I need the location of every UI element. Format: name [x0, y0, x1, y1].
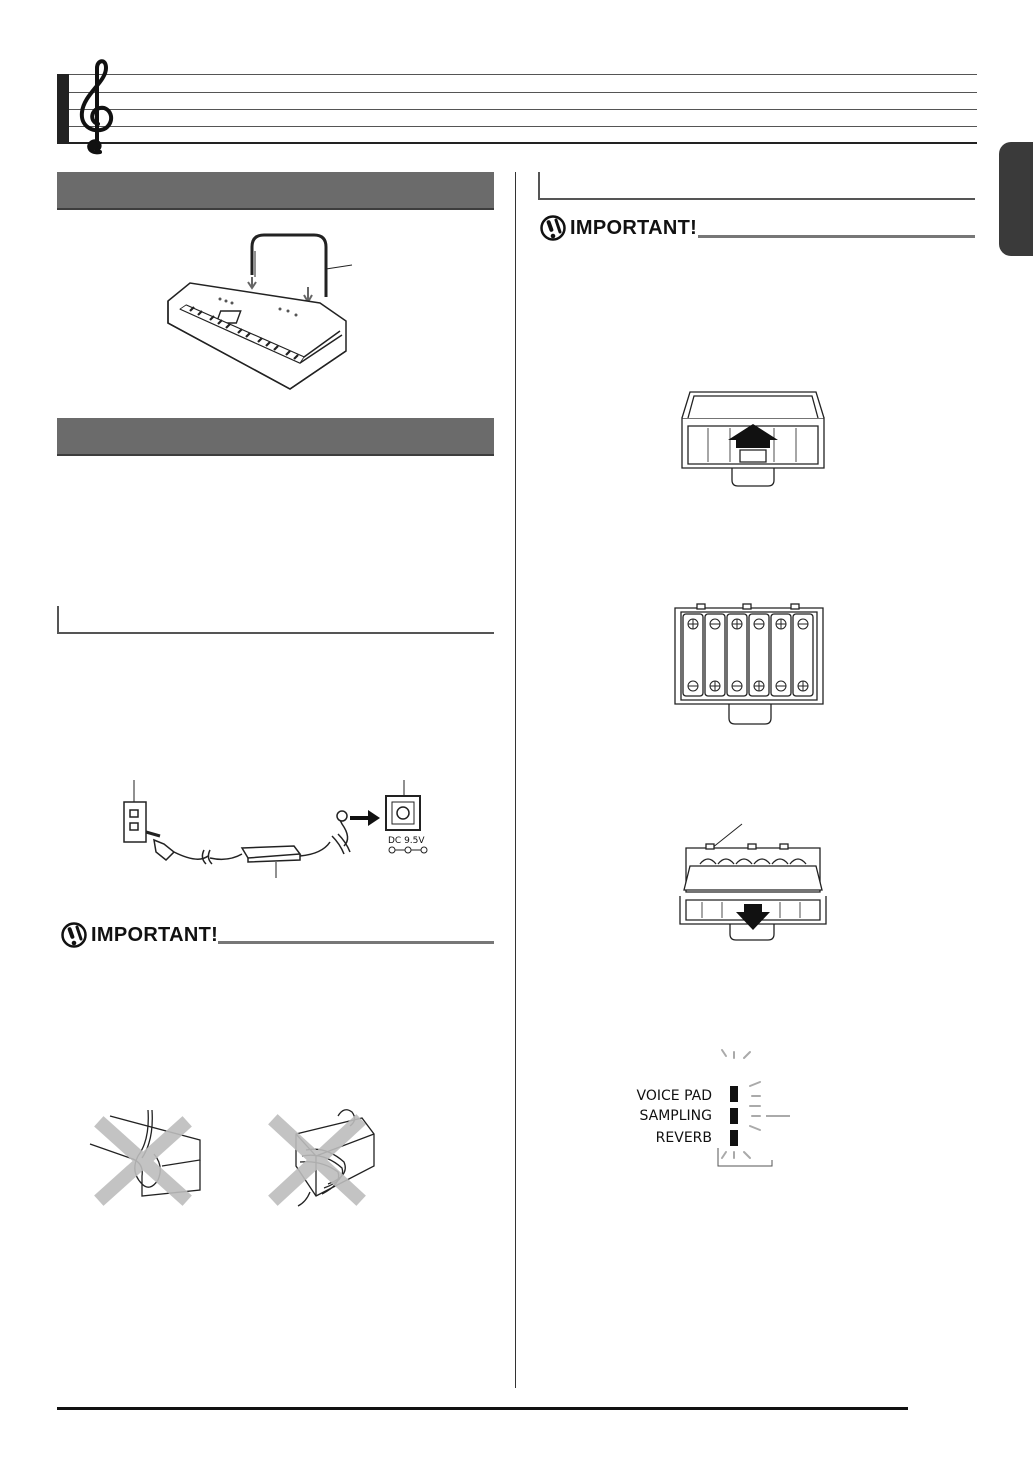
staff-line — [69, 74, 977, 75]
staff-line — [69, 142, 977, 144]
staff-line — [69, 109, 977, 110]
footer-rule — [57, 1407, 908, 1410]
subsection-rule — [57, 606, 59, 634]
reverb-indicator-label: REVERB — [655, 1130, 712, 1146]
important-heading: IMPORTANT! — [91, 924, 219, 946]
battery-cover-close-illustration — [676, 820, 830, 944]
important-rule — [218, 941, 494, 944]
section-header-band — [57, 172, 494, 210]
voice-pad-indicator-label: VOICE PAD — [636, 1088, 712, 1104]
wrapped-cord-prohibited-illustration — [266, 1106, 386, 1210]
battery-cover-open-illustration — [678, 388, 828, 488]
battery-compartment-illustration — [671, 604, 827, 728]
section-header-band — [57, 418, 494, 456]
staff-line — [69, 126, 977, 127]
subsection-rule — [538, 172, 540, 200]
chapter-tab[interactable] — [999, 142, 1033, 256]
bent-cord-prohibited-illustration — [90, 1110, 210, 1206]
treble-clef-icon — [76, 56, 120, 158]
staff-line — [69, 92, 977, 93]
adapter-rating-label: DC 9.5V — [388, 836, 425, 846]
important-icon — [539, 214, 567, 242]
lcd-indicator-flash-illustration — [710, 1048, 810, 1172]
subsection-rule — [538, 198, 975, 200]
keyboard-music-stand-illustration — [160, 225, 390, 393]
staff-bar — [57, 74, 69, 144]
important-heading: IMPORTANT! — [570, 217, 698, 239]
subsection-rule — [57, 632, 494, 634]
important-icon — [60, 921, 88, 949]
important-rule — [698, 235, 975, 238]
ac-adapter-connection-illustration — [108, 780, 448, 880]
sampling-indicator-label: SAMPLING — [639, 1108, 712, 1124]
column-divider — [515, 172, 516, 1388]
